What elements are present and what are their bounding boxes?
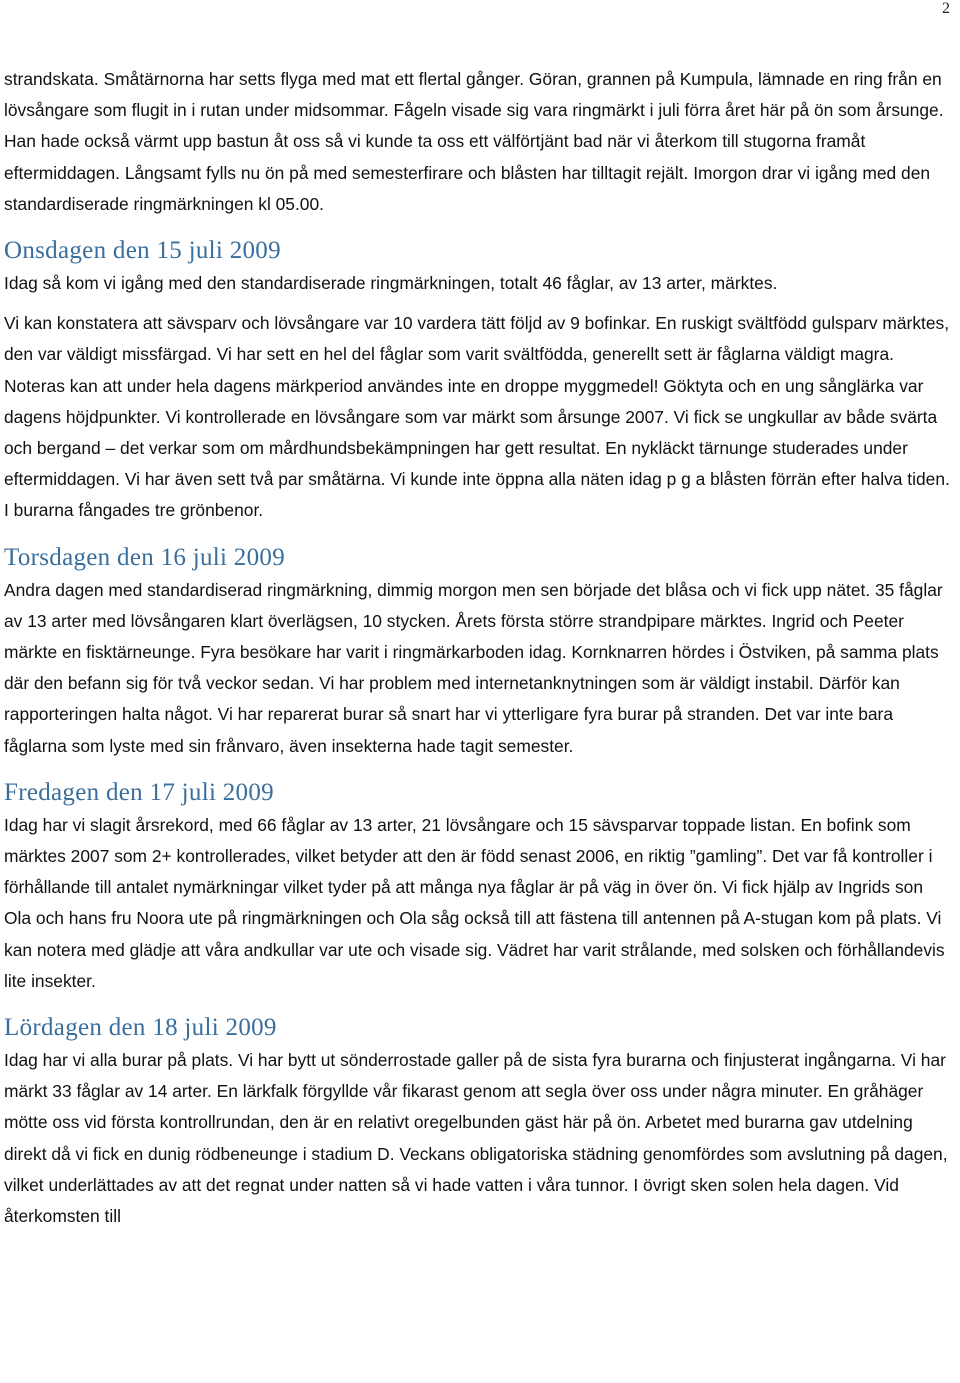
section-paragraph: Vi kan konstatera att sävsparv och lövsångare var 10 vardera tätt följd av 9 bofinkar. En ruskigt svältfödd gulsparv märktes, den var väldigt missfärgad. Vi har sett en hel del fåglar som varit svältfödda, generellt sett är fåglarna väldigt magra. Noteras kan att under hela dagens märkperiod användes inte en droppe myggmedel! Göktyta och en ung sånglärka var dagens höjdpunkter. Vi kontrollerade en lövsångare som var märkt som årsunge 2007. Vi fick se ungkullar av både svärta och bergand – det verkar som om mårdhundsbekämpningen har gett resultat. En nykläckt tärnunge studerades under eftermiddagen. Vi har även sett två par småtärna. Vi kunde inte öppna alla näten idag p g a blåsten förrän efter halva tiden. I burarna fångades tre grönbenor. xyxy=(4,313,950,521)
document-body xyxy=(4,64,954,1232)
section-paragraph: Idag så kom vi igång med den standardiserade ringmärkningen, totalt 46 fåglar, av 13 arter, märktes. xyxy=(4,273,778,294)
section-heading: Fredagen den 17 juli 2009 xyxy=(4,778,274,806)
section-paragraph: Idag har vi slagit årsrekord, med 66 fåglar av 13 arter, 21 lövsångare och 15 sävsparvar toppade listan. En bofink som märktes 2007 som 2+ kontrollerades, vilket betyder att den är född senast 2006, en riktig ”gamling”. Det var få kontroller i förhållande till antalet nymärkningar vilket tyder på att många nya fåglar är på väg in över ön. Vi fick hjälp av Ingrids son Ola och hans fru Noora ute på ringmärkningen och Ola såg också till att fästena till antennen på A-stugan kom på plats. Vi kan notera med glädje att våra andkullar var ute och visade sig. Vädret har varit strålande, med solsken och förhållandevis lite insekter. xyxy=(4,814,945,991)
page-number: 2 xyxy=(942,0,950,17)
section-heading: Torsdagen den 16 juli 2009 xyxy=(4,543,286,571)
section-heading: Onsdagen den 15 juli 2009 xyxy=(4,237,281,265)
section-heading: Lördagen den 18 juli 2009 xyxy=(4,1014,277,1042)
section-torsdagen xyxy=(4,541,954,575)
intro-paragraph: strandskata. Småtärnorna har setts flyga med mat ett flertal gånger. Göran, grannen på Kumpula, lämnade en ring från en lövsångare som flugit in i rutan under midsommar. Fågeln visade sig vara ringmärkt i juli förra året här på ön som årsunge. Han hade också värmt upp bastun åt oss så vi kunde ta oss ett välförtjänt bad när vi återkom till stugorna framåt eftermiddagen. Långsamt fylls nu ön på med semesterfirare och blåsten har tilltagit rejält. Imorgon drar vi igång med den standardiserade ringmärkningen kl 05.00. xyxy=(4,69,944,214)
section-paragraph: Idag har vi alla burar på plats. Vi har bytt ut sönderrostade galler på de sista fyra burarna och finjusterat ingångarna. Vi har märkt 33 fåglar av 14 arter. En lärkfalk förgyllde vår fikarast genom att segla över oss under några minuter. En gråhäger mötte oss vid första kontrollrundan, den är en relativt oregelbunden gäst här på ön. Arbetet med burarna gav utdelning direkt då vi fick en dunig rödbeneunge i stadium D. Veckans obligatoriska städning genomfördes som avslutning på dagen, vilket underlättades av att det regnat under natten så vi hade vatten i våra tunnor. I övrigt sken solen hela dagen. Vid återkomsten till xyxy=(4,1050,948,1227)
section-paragraph: Andra dagen med standardiserad ringmärkning, dimmig morgon men sen började det blåsa och vi fick upp nätet. 35 fåglar av 13 arter med lövsångaren klart överlägsen, 10 stycken. Årets första större strandpipare märktes. Ingrid och Peeter märkte en fisktärneunge. Fyra besökare har varit i ringmärkarboden idag. Kornknarren hördes i Östviken, på samma plats där den befann sig för två veckor sedan. Vi har problem med internetanknytningen som är väldigt instabil. Därför kan rapporteringen halta något. Vi har reparerat burar så snart har vi ytterligare fyra burar på stranden. Det var inte bara fåglarna som lyste med sin frånvaro, även insekterna hade tagit semester. xyxy=(4,579,943,756)
section-lordagen xyxy=(4,1011,954,1045)
section-fredagen xyxy=(4,776,954,810)
section-onsdagen xyxy=(4,234,954,268)
